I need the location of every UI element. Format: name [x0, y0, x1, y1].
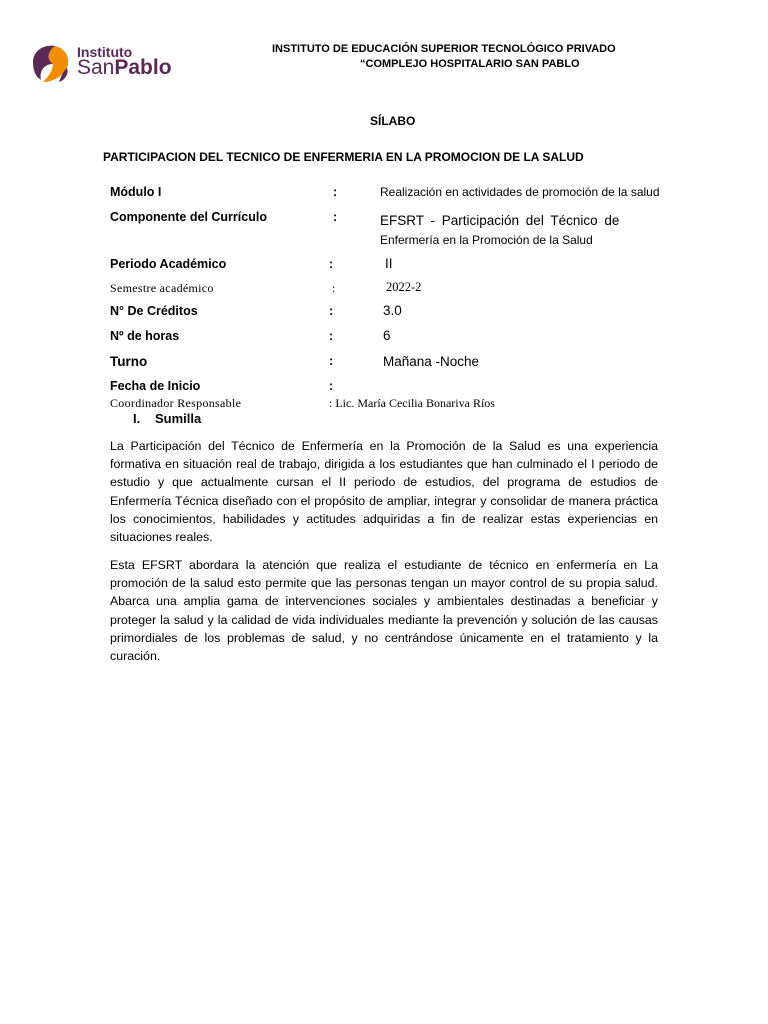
field-value-componente-line2: Enfermería en la Promoción de la Salud: [380, 233, 593, 247]
document-title: PARTICIPACION DEL TECNICO DE ENFERMERIA EN LA PROMOCION DE LA SALUD: [103, 150, 584, 164]
field-colon: :: [333, 210, 338, 224]
field-label-horas: Nº de horas: [110, 329, 180, 343]
field-colon: :: [329, 257, 334, 271]
field-value-semestre: 2022-2: [386, 280, 422, 294]
san-pablo-logo-icon: [27, 42, 73, 84]
header-complex-line: “COMPLEJO HOSPITALARIO SAN PABLO: [360, 58, 580, 70]
sumilla-paragraph-1: La Participación del Técnico de Enfermería en la Promoción de la Salud es una experiencia formativa en situación real de trabajo, dirigida a los estudiantes que han culminado el I periodo de estudio y que actualmente cursan el II periodo de estudios, del programa de estudios de Enfermería Técnica diseñado con el propósito de ampliar, integrar y consolidar de manera práctica los conocimientos, habilidades y actitudes adquiridas a fin de realizar estas experiencias en situaciones reales.: [110, 439, 658, 545]
field-colon: :: [329, 379, 334, 393]
field-label-semestre: Semestre académico: [110, 281, 214, 295]
field-value-periodo: II: [385, 256, 393, 271]
field-value-turno: Mañana -Noche: [383, 354, 480, 369]
section-title: Sumilla: [155, 411, 202, 426]
sumilla-paragraph-2: Esta EFSRT abordara la atención que realiza el estudiante de técnico en enfermería en La promoción de la salud esto permite que las personas tengan un mayor control de su propia salud. Abarca una amplia gama de intervenciones sociales y ambientales destinadas a beneficiar y proteger la salud y la calidad de vida individuales mediante la prevención y solución de las causas primordiales de los problemas de salud, y no centrándose únicamente en el tratamiento y la curación.: [110, 558, 658, 664]
field-label-coordinador: Coordinador Responsable: [110, 396, 242, 410]
document-type: SÍLABO: [370, 114, 416, 128]
field-label-modulo: Módulo I: [110, 185, 162, 199]
header-institute-line: INSTITUTO DE EDUCACIÓN SUPERIOR TECNOLÓGICO PRIVADO: [272, 43, 616, 55]
field-value-coordinador: : Lic. María Cecilia Bonariva Ríos: [329, 396, 495, 410]
logo-line-sanpablo: SanPablo: [77, 56, 172, 79]
field-value-creditos: 3.0: [383, 303, 402, 318]
field-value-componente-line1: EFSRT - Participación del Técnico de: [380, 213, 620, 228]
institute-logo: [27, 42, 177, 84]
field-label-creditos: N° De Créditos: [110, 304, 198, 318]
field-colon: :: [332, 281, 336, 295]
field-colon: :: [329, 354, 334, 368]
logo-line-instituto: Instituto: [77, 44, 133, 60]
section-number: I.: [133, 411, 141, 426]
field-label-fecha: Fecha de Inicio: [110, 379, 201, 393]
field-value-horas: 6: [383, 328, 391, 343]
field-colon: :: [329, 329, 334, 343]
field-colon: :: [329, 304, 334, 318]
field-label-componente: Componente del Currículo: [110, 210, 267, 224]
field-colon: :: [333, 185, 338, 199]
field-label-periodo: Periodo Académico: [110, 257, 227, 271]
field-label-turno: Turno: [110, 354, 148, 369]
field-value-modulo: Realización en actividades de promoción de la salud: [380, 185, 660, 199]
